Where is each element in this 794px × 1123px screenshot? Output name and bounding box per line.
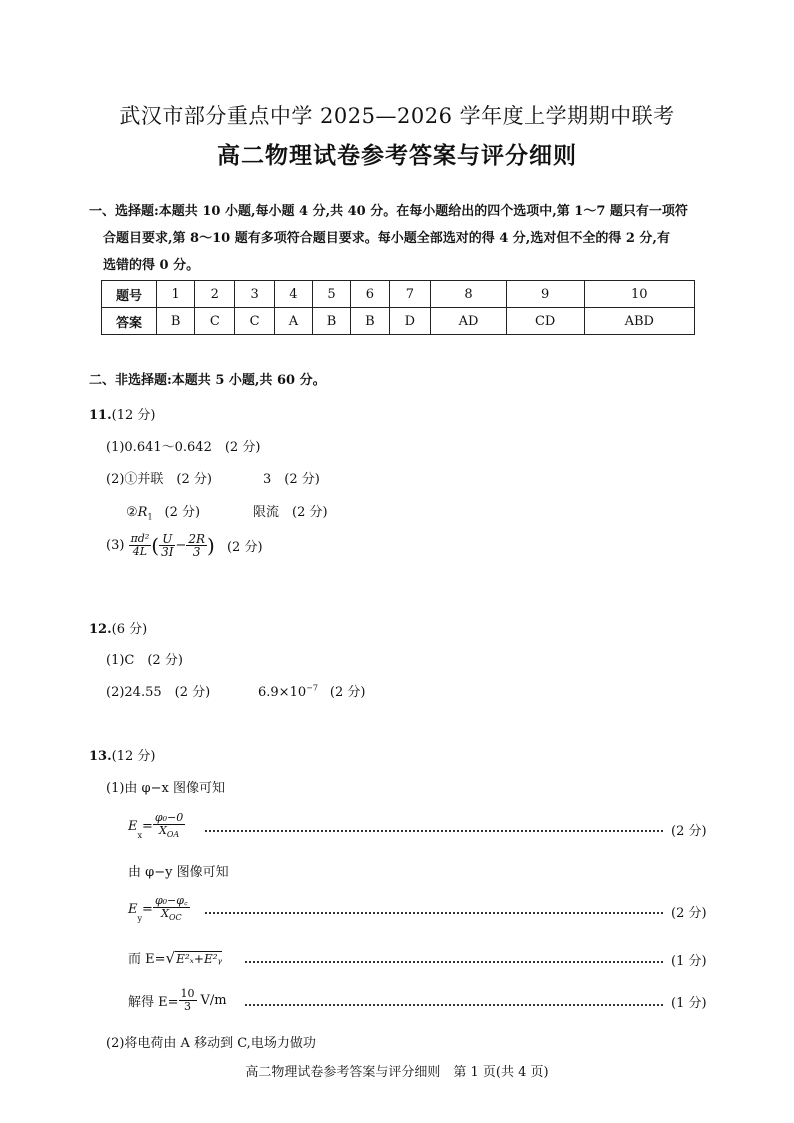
answer-table [101,280,695,335]
q12-score: (6 分) [111,622,148,637]
q11-answer-3 [106,533,263,558]
q11-answer-3-pts: (2 分) [226,540,263,555]
q13-ex-lhs: E [128,819,138,835]
q12-answer-2-pts: (2 分) [329,685,366,700]
q13-ex-eq: = [142,819,153,835]
q13-ey-den-sub: OC [168,913,182,923]
q13-ex-den-wrap [153,825,185,841]
q11-fraction-2 [159,533,175,558]
q13-sol-unit: V/m [200,993,227,1008]
q12-answer-2-exp: −7 [306,683,318,693]
left-paren: ( [151,533,160,558]
q13-ex-fraction [153,812,185,841]
q13-ey-den: X [161,907,169,920]
table-cell: 1 [157,281,195,308]
q13-ex-num: φ₀−0 [154,811,184,824]
table-cell: 3 [235,281,275,308]
q13-ex-pts: (2 分) [671,824,707,839]
q11-fraction-3-den: 3 [192,545,201,559]
table-cell: CD [506,308,584,335]
q13-e-prefix: 而 E= [128,952,166,967]
q11-score: (12 分) [111,408,156,423]
q13-ex-sub: x [137,831,143,841]
q13-e-formula [128,948,222,967]
q13-ey-fraction [153,895,190,924]
table-cell: D [389,308,431,335]
q11-answer-2b-right: 限流 (2 分) [253,505,328,520]
table-cell: 9 [506,281,584,308]
q13-ey-eq: = [142,902,153,918]
q12-header [89,618,147,637]
right-paren: ) [207,533,215,558]
q13-ex-formula [128,812,185,841]
q12-number: 12. [89,622,112,637]
table-cell: 10 [584,281,695,308]
sqrt-icon: √ [165,949,176,967]
q11-answer-1: (1)0.641～0.642 (2 分) [106,440,261,455]
q11-fraction-1 [129,533,152,558]
table-header-answer: 答案 [102,308,157,335]
q13-ey-formula [128,895,190,924]
page-title: 武汉市部分重点中学 2025—2026 学年度上学期期中联考 [119,104,675,128]
q11-fraction-3 [186,533,207,558]
q11-fraction-1-num: πd² [130,532,150,545]
q13-number: 13. [89,749,112,764]
q11-fraction-2-num: U [159,533,175,546]
q11-answer-2-left: (2)①并联 (2 分) [106,472,212,487]
q12-answer-2-base: 6.9×10 [258,685,307,700]
q13-sol-fraction [179,988,197,1013]
q11-header [89,404,155,423]
q13-sol-pts: (1 分) [671,996,707,1011]
q13-step-1: (1)由 φ−x 图像可知 [106,781,226,796]
q13-ey-lhs: E [128,902,138,918]
table-cell: 4 [275,281,313,308]
q13-step-3: (2)将电荷由 A 移动到 C,电场力做功 [106,1036,316,1051]
q13-header [89,745,155,764]
q11-answer-3-prefix: (3) [106,538,125,553]
table-cell: B [157,308,195,335]
table-cell: 6 [351,281,389,308]
part1-line1: 一、选择题:本题共 10 小题,每小题 4 分,共 40 分。在每小题给出的四个选项中,第 1～7 题只有一项符 [89,204,688,219]
q13-ey-num: φ₀−φ꜀ [154,894,188,907]
q13-ex-den-sub: OA [166,830,180,840]
q11-answer-2-right: 3 (2 分) [263,472,320,487]
q13-ey-den-wrap [153,908,190,924]
table-cell: 7 [389,281,431,308]
q11-number: 11. [89,408,112,423]
q13-sol-den: 3 [184,1000,192,1013]
q12-answer-2-right [258,681,365,700]
q11-minus: − [175,538,187,553]
table-cell: ABD [584,308,695,335]
q11-answer-2b-pts: (2 分) [164,505,201,520]
table-cell: AD [431,308,507,335]
q13-ex-den: X [158,824,167,837]
q12-answer-2-left: (2)24.55 (2 分) [106,685,211,700]
q11-answer-2b-sub: 1 [147,512,153,522]
page-footer: 高二物理试卷参考答案与评分细则 第 1 页(共 4 页) [245,1065,549,1080]
answer-table-row-answers [102,308,695,335]
part1-line2: 合题目要求,第 8～10 题有多项符合题目要求。每小题全部选对的得 4 分,选对但不全的得 2 分,有 [103,231,670,246]
q11-fraction-2-den: 3I [161,545,174,559]
q11-answer-2b [126,501,200,522]
q13-solution [128,988,227,1013]
q13-ey-pts: (2 分) [671,906,707,921]
part1-instructions [89,198,714,279]
part1-line3: 选错的得 0 分。 [103,258,200,273]
q13-ey-sub: y [137,914,143,924]
table-cell: 2 [195,281,235,308]
answer-table-row-numbers [102,281,695,308]
page-subtitle: 高二物理试卷参考答案与评分细则 [217,142,577,169]
table-cell: B [351,308,389,335]
part2-heading: 二、非选择题:本题共 5 小题,共 60 分。 [89,373,326,388]
q13-step-2: 由 φ−y 图像可知 [128,865,229,880]
q13-score: (12 分) [111,749,156,764]
table-cell: B [312,308,350,335]
q11-fraction-1-den: 4L [132,545,148,558]
q12-answer-1: (1)C (2 分) [106,653,183,668]
q11-answer-2b-var: R [137,505,148,520]
table-cell: C [195,308,235,335]
leader-dots [205,830,663,832]
q13-e-pts: (1 分) [671,954,707,969]
q13-e-sqrt: E²ₓ+E²ᵧ [176,952,223,966]
q11-fraction-3-num: 2R [188,532,206,546]
leader-dots [205,912,663,914]
leader-dots [245,1004,663,1006]
q13-sol-prefix: 解得 E= [128,995,179,1010]
table-header-number: 题号 [102,281,157,308]
table-cell: A [275,308,313,335]
leader-dots [245,961,663,963]
q13-sol-num: 10 [180,987,195,1000]
table-cell: 8 [431,281,507,308]
q11-answer-2b-prefix: ② [126,505,138,520]
table-cell: C [235,308,275,335]
table-cell: 5 [312,281,350,308]
